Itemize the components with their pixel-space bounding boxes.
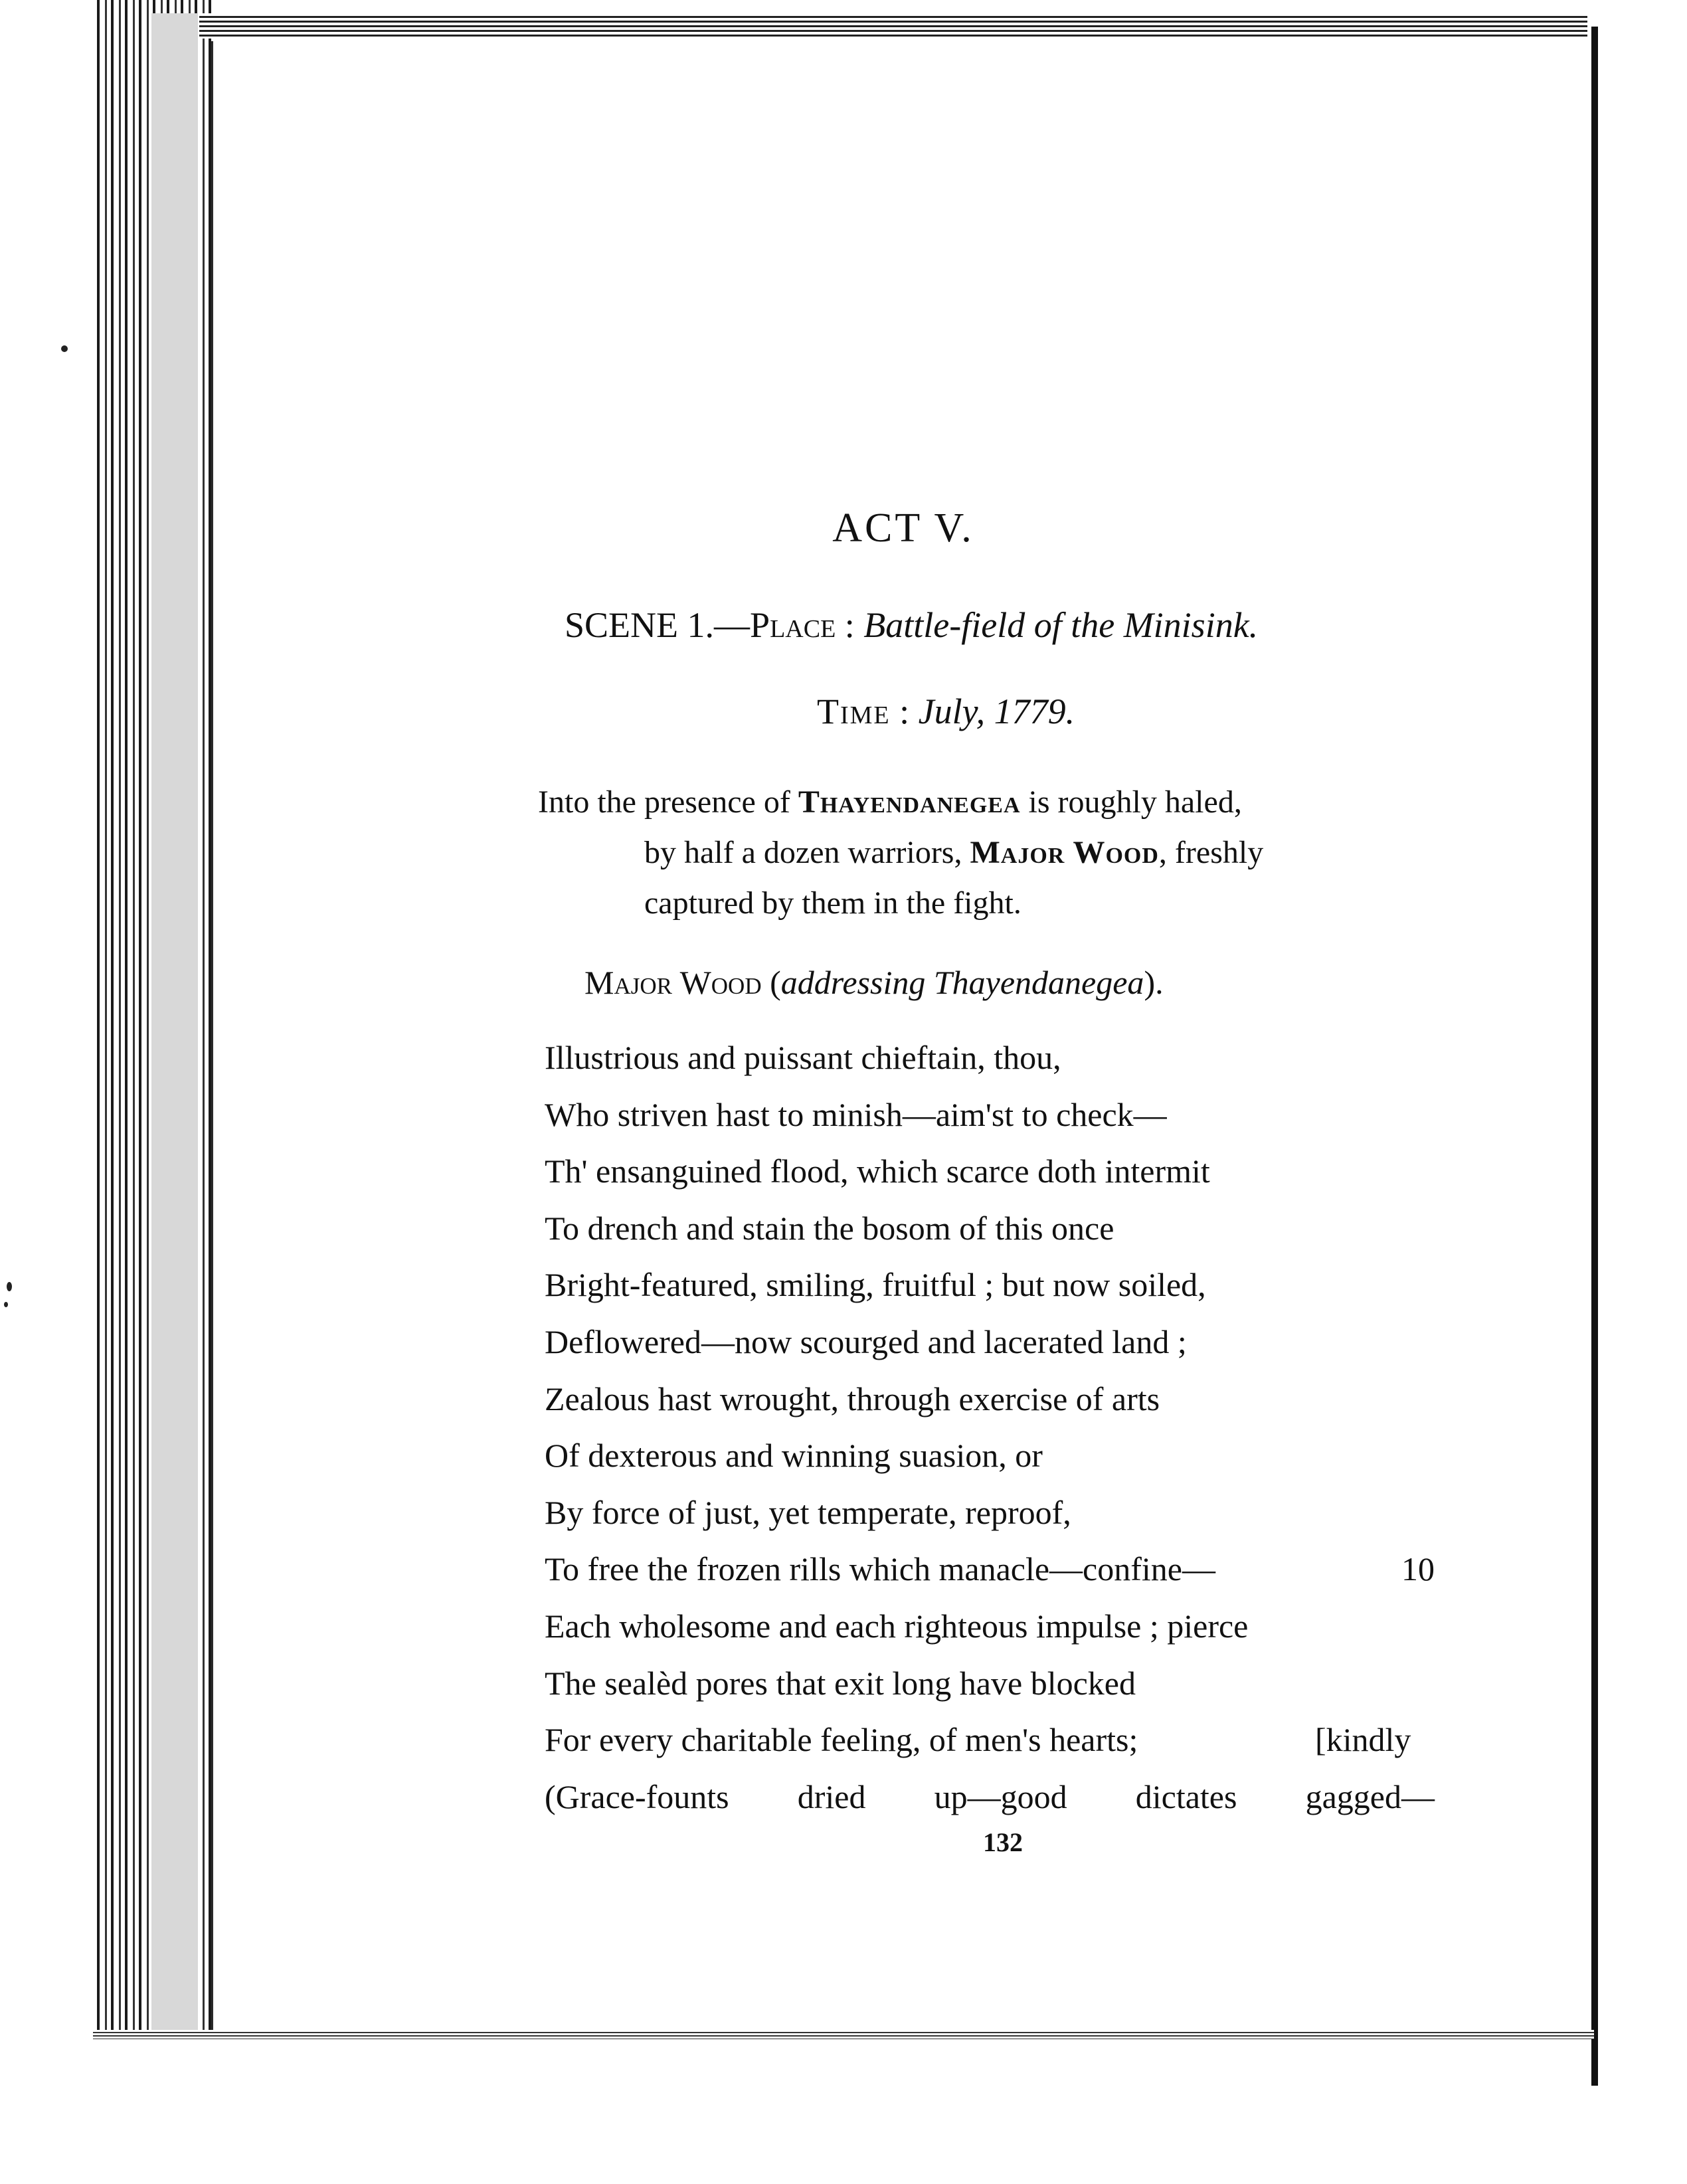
- turnover-word: [kindly: [1315, 1721, 1411, 1759]
- verse-line: [545, 1598, 1448, 1655]
- scan-speck: [4, 1302, 8, 1307]
- scan-speck: [7, 1282, 12, 1291]
- verse-word: dried: [797, 1777, 866, 1815]
- verse-text: Bright-featured, smiling, fruitful ; but now soiled,: [545, 1266, 1206, 1304]
- scene-heading: [565, 604, 1395, 646]
- scan-speck: [61, 345, 68, 352]
- verse-line: [545, 1371, 1448, 1428]
- time-heading: [817, 691, 1075, 732]
- verse-line: [545, 1712, 1448, 1769]
- verse-text: Of dexterous and winning suasion, or: [545, 1437, 1043, 1475]
- stage-text: by half a dozen warriors,: [644, 835, 970, 870]
- verse-line: [545, 1655, 1448, 1712]
- verse-line-justified: [545, 1769, 1435, 1826]
- verse-text: Each wholesome and each righteous impulse ; pierce: [545, 1607, 1249, 1645]
- stage-line: [538, 828, 1428, 878]
- act-heading: ACT V.: [832, 505, 974, 551]
- verse-word: (Grace-founts: [545, 1777, 729, 1815]
- verse-line: [545, 1087, 1448, 1144]
- stage-line: [538, 777, 1428, 828]
- verse-text: Who striven hast to minish—aim'st to check—: [545, 1095, 1167, 1133]
- place-value: Battle-field of the Minisink.: [863, 605, 1259, 645]
- character-name: Major Wood: [970, 835, 1159, 870]
- speaker-paren-open: (: [761, 964, 781, 1001]
- speaker-paren-close: ).: [1144, 964, 1164, 1001]
- verse-line: [545, 1485, 1448, 1542]
- verse-word: up—good: [934, 1777, 1067, 1815]
- verse-line: [545, 1143, 1448, 1200]
- time-value: July, 1779.: [918, 691, 1075, 731]
- verse-text: For every charitable feeling, of men's hearts;: [545, 1721, 1138, 1759]
- verse-text: Illustrious and puissant chieftain, thou,: [545, 1039, 1061, 1076]
- verse-line: [545, 1257, 1448, 1314]
- verse-text: Th' ensanguined flood, which scarce doth intermit: [545, 1152, 1210, 1190]
- stage-text: is roughly haled,: [1020, 784, 1242, 820]
- verse-text: The sealèd pores that exit long have blocked: [545, 1664, 1136, 1702]
- scene-prefix: SCENE 1.—: [565, 605, 751, 645]
- page-number: 132: [983, 1827, 1023, 1857]
- verse-line: [545, 1541, 1448, 1598]
- bottom-page-edges: [93, 2030, 1594, 2039]
- verse-word: dictates: [1135, 1777, 1237, 1815]
- book-edge-shade: [151, 13, 198, 2039]
- right-gutter-line: [1591, 27, 1598, 2086]
- verse-line: [545, 1030, 1448, 1087]
- verse-line: [545, 1314, 1448, 1371]
- stage-line: captured by them in the fight.: [644, 885, 1021, 921]
- line-number: 10: [1401, 1550, 1435, 1588]
- character-name: Thayendanegea: [798, 784, 1021, 820]
- verse-text: To free the frozen rills which manacle—confine—: [545, 1550, 1215, 1588]
- place-label: Place: [750, 605, 836, 645]
- verse-line: [545, 1427, 1448, 1485]
- verse-word: gagged—: [1305, 1777, 1435, 1815]
- verse-text: To drench and stain the bosom of this once: [545, 1209, 1114, 1247]
- top-page-edges: [199, 13, 1587, 39]
- speaker-direction: addressing Thayendanegea: [780, 964, 1144, 1001]
- stage-direction: [538, 777, 1428, 929]
- verse-block: [545, 1030, 1448, 1825]
- place-colon: :: [836, 605, 864, 645]
- time-colon: :: [890, 691, 919, 731]
- stage-text: , freshly: [1158, 835, 1264, 870]
- verse-text: Deflowered—now scourged and lacerated land ;: [545, 1322, 1187, 1360]
- verse-text: Zealous hast wrought, through exercise of arts: [545, 1380, 1160, 1417]
- verse-text: By force of just, yet temperate, reproof,: [545, 1493, 1071, 1531]
- stage-text: Into the presence of: [538, 784, 798, 820]
- time-label: Time: [817, 691, 891, 731]
- verse-line: [545, 1200, 1448, 1257]
- speaker-heading: [584, 963, 1164, 1002]
- speaker-name: Major Wood: [584, 964, 762, 1001]
